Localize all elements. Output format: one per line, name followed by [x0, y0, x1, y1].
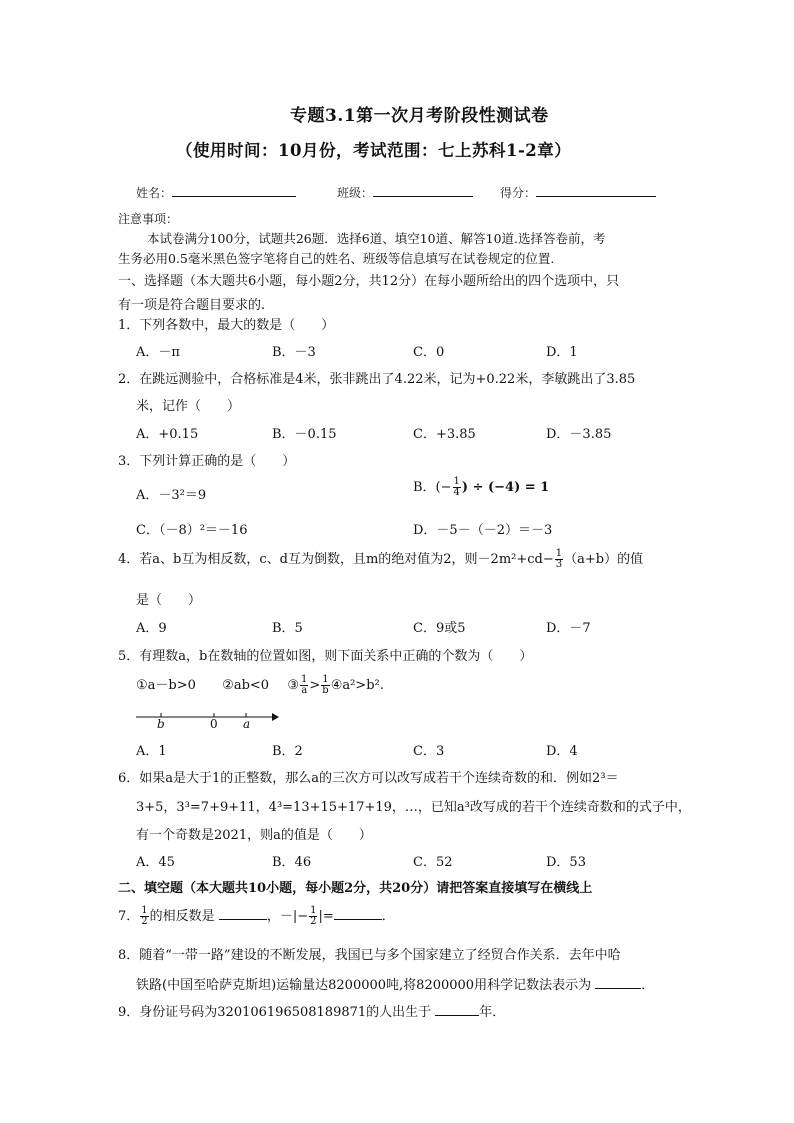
number-line-label-a: a: [243, 717, 251, 731]
q5-relation-4: ④a²>b².: [330, 678, 384, 693]
notice-line-2: 生务必用0.5毫米黑色签字笔将自己的姓名、班级等信息填写在试卷规定的位置.: [118, 251, 555, 266]
q1-stem: 1．下列各数中，最大的数是（ ）: [118, 318, 335, 333]
name-input-line[interactable]: [172, 184, 296, 197]
notice-heading: 注意事项：: [118, 212, 179, 226]
q6-option-c[interactable]: C．52: [413, 855, 453, 870]
page-title: 专题3.1第一次月考阶段性测试卷: [290, 106, 549, 126]
q2-option-d[interactable]: D．－3.85: [546, 427, 612, 442]
q1-option-c[interactable]: C．0: [413, 345, 445, 360]
q3-option-b[interactable]: [413, 476, 549, 498]
q7-text-3: |=: [318, 909, 334, 924]
q4-stem-line-2: 是（ ）: [136, 593, 202, 608]
score-field[interactable]: [500, 184, 656, 201]
q6-stem-line-3: 有一个奇数是2021，则a的值是（ ）: [136, 828, 372, 843]
fraction-numerator: 1: [453, 476, 460, 487]
q5-relation-3-frac-b: [321, 675, 329, 696]
q5-relation-3-frac-a: [300, 675, 308, 696]
fraction-denominator: 3: [555, 559, 563, 570]
q4-stem-suffix: （a+b）的值: [564, 552, 644, 567]
q3-option-b-prefix: B．(−: [413, 480, 452, 495]
section-1-heading: 一、选择题（本大题共6小题，每小题2分，共12分）在每小题所给出的四个选项中，只: [118, 274, 620, 289]
q7-text-1: 的相反数是: [149, 909, 215, 924]
score-label: 得分：: [500, 186, 537, 200]
q5-option-a[interactable]: A．1: [136, 744, 167, 759]
q5-option-c[interactable]: C．3: [413, 744, 445, 759]
number-line-label-0: 0: [210, 717, 218, 731]
q6-option-d[interactable]: D．53: [546, 855, 586, 870]
q9-stem: [118, 1001, 505, 1020]
q5-relation-3-prefix: ③: [287, 678, 299, 693]
page-subtitle: （使用时间：10月份，考试范围：七上苏科1-2章）: [176, 141, 572, 160]
q7-number: 7．: [118, 909, 140, 924]
q3-option-b-fraction: [453, 477, 461, 498]
q2-option-a[interactable]: A．+0.15: [136, 427, 199, 442]
q2-option-b[interactable]: B．－0.15: [272, 427, 337, 442]
name-label: 姓名：: [136, 186, 173, 200]
q4-stem-prefix: 4．若a、b互为相反数，c、d互为倒数，且m的绝对值为2，则－2m²+cd−: [118, 552, 554, 567]
notice-line-1: 本试卷满分100分，试题共26题．选择6道、填空10道、解答10道.选择答卷前，考: [147, 231, 606, 246]
fraction-denominator: 2: [141, 916, 148, 927]
q2-option-c[interactable]: C．+3.85: [413, 427, 476, 442]
q5-option-d[interactable]: D．4: [546, 744, 578, 759]
q8-stem-line-2-text: 铁路(中国至哈萨克斯坦)运输量达8200000吨,将8200000用科学记数法表示为: [136, 978, 592, 993]
class-label: 班级：: [337, 186, 374, 200]
q8-period: ．: [641, 978, 655, 993]
name-field[interactable]: [136, 184, 296, 201]
q9-blank[interactable]: [435, 1004, 479, 1016]
q7-blank-1[interactable]: [219, 908, 267, 920]
fraction-numerator: 1: [310, 905, 317, 916]
score-input-line[interactable]: [536, 184, 656, 197]
q6-option-a[interactable]: A．45: [136, 855, 175, 870]
q4-option-b[interactable]: B．5: [272, 621, 303, 636]
q4-fraction: [555, 549, 563, 570]
q1-option-b[interactable]: B．－3: [272, 345, 316, 360]
fraction-numerator: 1: [301, 674, 308, 685]
q5-relation-2: ②ab<0: [222, 678, 270, 693]
fraction-denominator: 2: [310, 916, 317, 927]
q9-stem-text: 9．身份证号码为320106196508189871的人出生于: [118, 1005, 432, 1020]
q4-option-a[interactable]: A．9: [136, 621, 167, 636]
fraction-denominator: b: [322, 685, 329, 696]
q5-stem: 5．有理数a，b在数轴的位置如图，则下面关系中正确的个数为（ ）: [118, 649, 533, 664]
q7-blank-2[interactable]: [334, 908, 382, 920]
q4-option-d[interactable]: D．－7: [546, 621, 591, 636]
number-line-arrow: [272, 713, 279, 721]
q3-option-a[interactable]: A．－3²＝9: [136, 488, 207, 503]
q1-option-a[interactable]: A．－π: [136, 345, 180, 360]
q9-end: 年．: [479, 1005, 506, 1020]
q6-stem-line-2: 3+5，3³=7+9+11，4³=13+15+17+19，…，已知a³改写成的若干个连续奇数和的式子中，: [136, 800, 691, 815]
class-field[interactable]: [337, 184, 473, 201]
q7-text-2: ，－|−: [266, 909, 309, 924]
q1-option-d[interactable]: D．1: [546, 345, 578, 360]
q4-option-c[interactable]: C．9或5: [413, 621, 466, 636]
q6-stem-line-1: 6．如果a是大于1的正整数，那么a的三次方可以改写成若干个连续奇数的和．例如2³＝: [118, 771, 619, 786]
section-2-heading: 二、填空题（本大题共10小题，每小题2分，共20分）请把答案直接填写在横线上: [118, 881, 593, 896]
q7-period: ．: [381, 909, 395, 924]
fraction-numerator: 1: [141, 905, 148, 916]
q4-stem-line-1: [118, 548, 643, 570]
q7-stem: [118, 905, 395, 927]
q3-option-b-suffix: ) ÷ (−4) = 1: [461, 480, 550, 495]
q8-blank[interactable]: [595, 977, 641, 989]
q7-fraction-1: [140, 906, 148, 927]
number-line-label-b: b: [157, 717, 165, 731]
q2-stem-line-2: 米，记作（ ）: [136, 399, 241, 414]
q5-relations: [136, 674, 384, 696]
fraction-numerator: 1: [555, 548, 563, 559]
q6-option-b[interactable]: B．46: [272, 855, 312, 870]
section-1-heading-cont: 有一项是符合题目要求的.: [118, 298, 266, 313]
class-input-line[interactable]: [373, 184, 473, 197]
fraction-denominator: a: [301, 685, 308, 696]
q3-stem: 3．下列计算正确的是（ ）: [118, 454, 296, 469]
q8-stem-line-2: [136, 974, 654, 993]
q5-relation-3-gt: >: [309, 678, 321, 693]
fraction-numerator: 1: [322, 674, 329, 685]
q5-option-b[interactable]: B．2: [272, 744, 303, 759]
q8-stem-line-1: 8．随着“一带一路”建设的不断发展，我国已与多个国家建立了经贸合作关系．去年中哈: [118, 948, 621, 963]
q5-relation-1: ①a－b>0: [136, 678, 196, 693]
fraction-denominator: 4: [453, 487, 460, 498]
q3-option-d[interactable]: D．－5－（－2）＝－3: [413, 523, 553, 538]
q7-fraction-2: [309, 906, 317, 927]
q3-option-c[interactable]: C．（－8）²＝－16: [136, 523, 248, 538]
q2-stem-line-1: 2．在跳远测验中，合格标准是4米，张非跳出了4.22米，记为+0.22米，李敏跳出了3.85: [118, 372, 636, 387]
